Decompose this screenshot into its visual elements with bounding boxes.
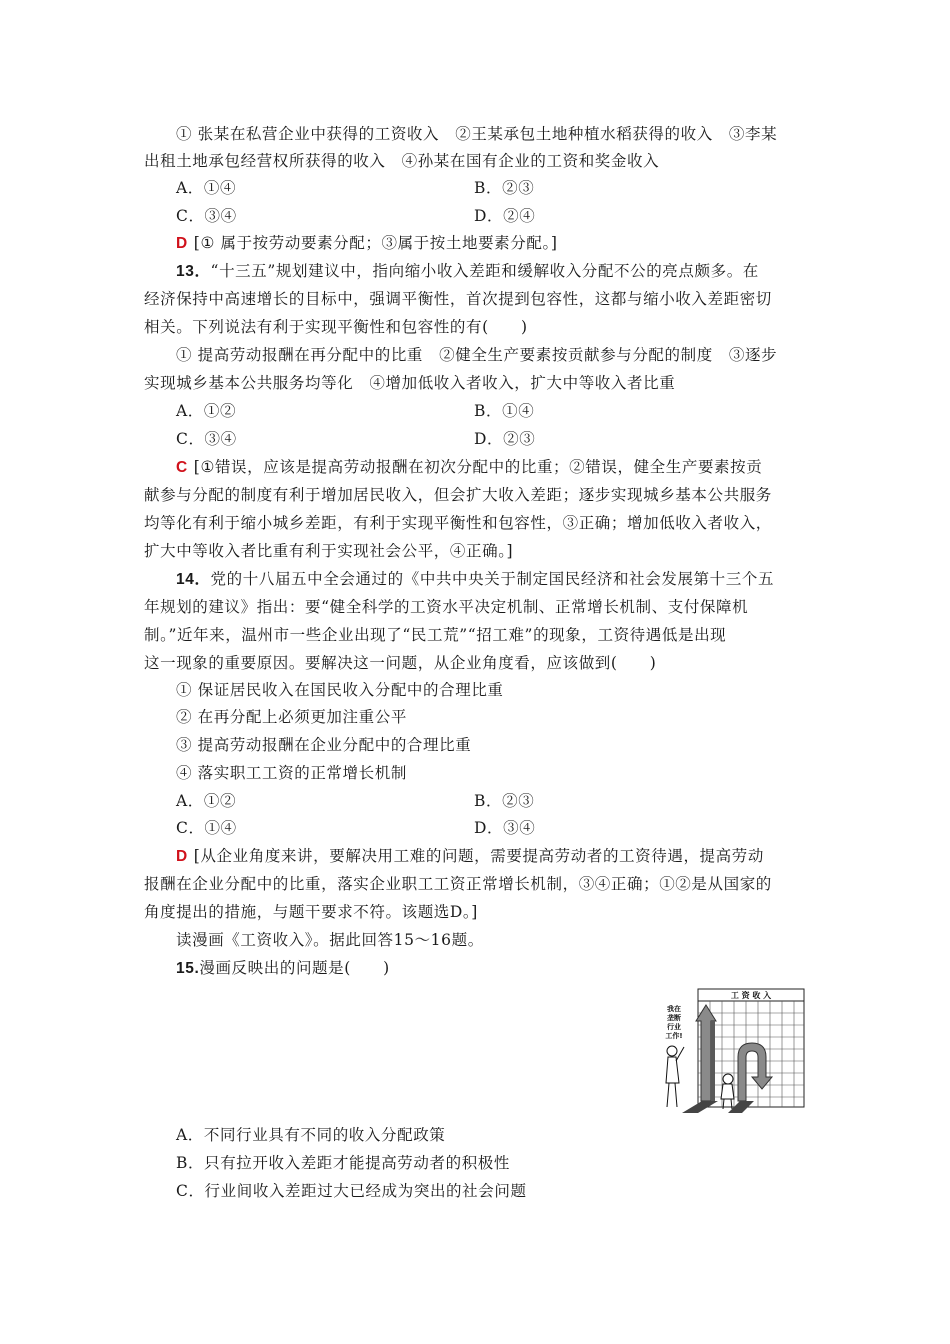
q14-item-3: ③ 提高劳动报酬在企业分配中的合理比重 <box>176 736 472 754</box>
q12-option-b: B．②③ <box>474 179 535 197</box>
q14-option-b: B．②③ <box>474 792 535 810</box>
cartoon-caption-line4: 工作! <box>665 1032 683 1040</box>
q14-option-a: A．①② <box>176 792 237 810</box>
q14-item-4: ④ 落实职工工资的正常增长机制 <box>176 764 407 782</box>
q15-option-c: C．行业间收入差距过大已经成为突出的社会问题 <box>176 1182 527 1200</box>
cartoon-caption-line1: 我在 <box>667 1005 681 1013</box>
up-arrow-icon <box>696 1005 716 1101</box>
q12-answer: D <box>176 235 188 252</box>
q15-stem-text: 漫画反映出的问题是( ) <box>199 959 390 977</box>
q14-stem-line1 <box>176 569 774 590</box>
q13-items-line1: ① 提高劳动报酬在再分配中的比重 ②健全生产要素按贡献参与分配的制度 ③逐步 <box>176 346 778 364</box>
cartoon-caption <box>665 1004 682 1040</box>
q12-option-a: A．①④ <box>176 179 237 197</box>
q13-explanation-line4: 扩大中等收入者比重有利于实现社会公平，④正确。] <box>144 542 514 560</box>
wage-income-cartoon <box>658 987 806 1115</box>
proud-man-figure <box>666 1046 684 1107</box>
q14-explanation-line3: 角度提出的措施，与题干要求不符。该题选D。] <box>144 903 478 921</box>
q15-option-b: B．只有拉开收入差距才能提高劳动者的积极性 <box>176 1154 510 1172</box>
q12-option-d: D．②④ <box>474 207 536 225</box>
q14-item-1: ① 保证居民收入在国民收入分配中的合理比重 <box>176 681 504 699</box>
q14-explanation-text: [从企业角度来讲，要解决用工难的问题，需要提高劳动者的工资待遇，提高劳动 <box>193 847 764 865</box>
q13-option-c: C．③④ <box>176 430 237 448</box>
cartoon-caption-line2: 垄断 <box>667 1014 681 1022</box>
q14-answer: D <box>176 848 188 865</box>
q13-option-a: A．①② <box>176 402 237 420</box>
q12-option-c: C．③④ <box>176 207 237 225</box>
q13-answer: C <box>176 459 188 476</box>
q13-number: 13． <box>176 263 211 280</box>
cartoon-title: 工 资 收 入 <box>730 991 772 1000</box>
q12-stem-line2: 出租土地承包经营权所获得的收入 ④孙某在国有企业的工资和奖金收入 <box>144 152 660 170</box>
curved-arrow-icon <box>738 1043 772 1101</box>
q13-stem-line2: 经济保持中高速增长的目标中，强调平衡性，首次提到包容性，这都与缩小收入差距密切 <box>144 290 772 308</box>
q13-explanation-line2: 献参与分配的制度有利于增加居民收入，但会扩大收入差距；逐步实现城乡基本公共服务 <box>144 486 772 504</box>
q15-number: 15. <box>176 960 200 977</box>
q14-stem-line4: 这一现象的重要原因。要解决这一问题，从企业角度看，应该做到( ) <box>144 654 657 672</box>
q13-explanation-line3: 均等化有利于缩小城乡差距，有利于实现平衡性和包容性，③正确；增加低收入者收入， <box>144 514 772 532</box>
q14-stem-text: 党的十八届五中全会通过的《中共中央关于制定国民经济和社会发展第十三个五 <box>210 570 775 588</box>
q12-explanation <box>176 233 557 254</box>
q14-stem-line2: 年规划的建议》指出：要“健全科学的工资水平决定机制、正常增长机制、支付保障机 <box>144 598 749 616</box>
q13-explanation-text: [①错误，应该是提高劳动报酬在初次分配中的比重；②错误，健全生产要素按贡 <box>193 458 763 476</box>
q13-explanation-line1 <box>176 457 762 478</box>
q14-item-2: ② 在再分配上必须更加注重公平 <box>176 708 407 726</box>
q14-option-c: C．①④ <box>176 819 237 837</box>
cartoon-intro: 读漫画《工资收入》。据此回答15～16题。 <box>176 931 484 949</box>
q13-stem-text: “十三五”规划建议中，指向缩小收入差距和缓解收入分配不公的亮点颇多。在 <box>210 262 759 280</box>
q12-stem-line1: ① 张某在私营企业中获得的工资收入 ②王某承包土地种植水稻获得的收入 ③李某 <box>176 125 778 143</box>
q15-stem <box>176 958 390 979</box>
q14-explanation-line1 <box>176 846 764 867</box>
q13-option-b: B．①④ <box>474 402 535 420</box>
q14-stem-line3: 制。”近年来，温州市一些企业出现了“民工荒”“招工难”的现象，工资待遇低是出现 <box>144 626 727 644</box>
q14-explanation-line2: 报酬在企业分配中的比重，落实企业职工工资正常增长机制，③④正确；①②是从国家的 <box>144 875 772 893</box>
q12-explanation-text: [① 属于按劳动要素分配；③属于按土地要素分配。] <box>193 234 558 252</box>
q13-items-line2: 实现城乡基本公共服务均等化 ④增加低收入者收入，扩大中等收入者比重 <box>144 374 676 392</box>
cartoon-caption-line3: 行业 <box>667 1023 681 1031</box>
q13-stem-line3: 相关。下列说法有利于实现平衡性和包容性的有( ) <box>144 318 528 336</box>
q13-option-d: D．②③ <box>474 430 536 448</box>
worried-man-figure <box>721 1074 734 1109</box>
q14-option-d: D．③④ <box>474 819 536 837</box>
q13-stem-line1 <box>176 261 759 282</box>
q14-number: 14． <box>176 571 211 588</box>
q15-option-a: A．不同行业具有不同的收入分配政策 <box>176 1126 446 1144</box>
